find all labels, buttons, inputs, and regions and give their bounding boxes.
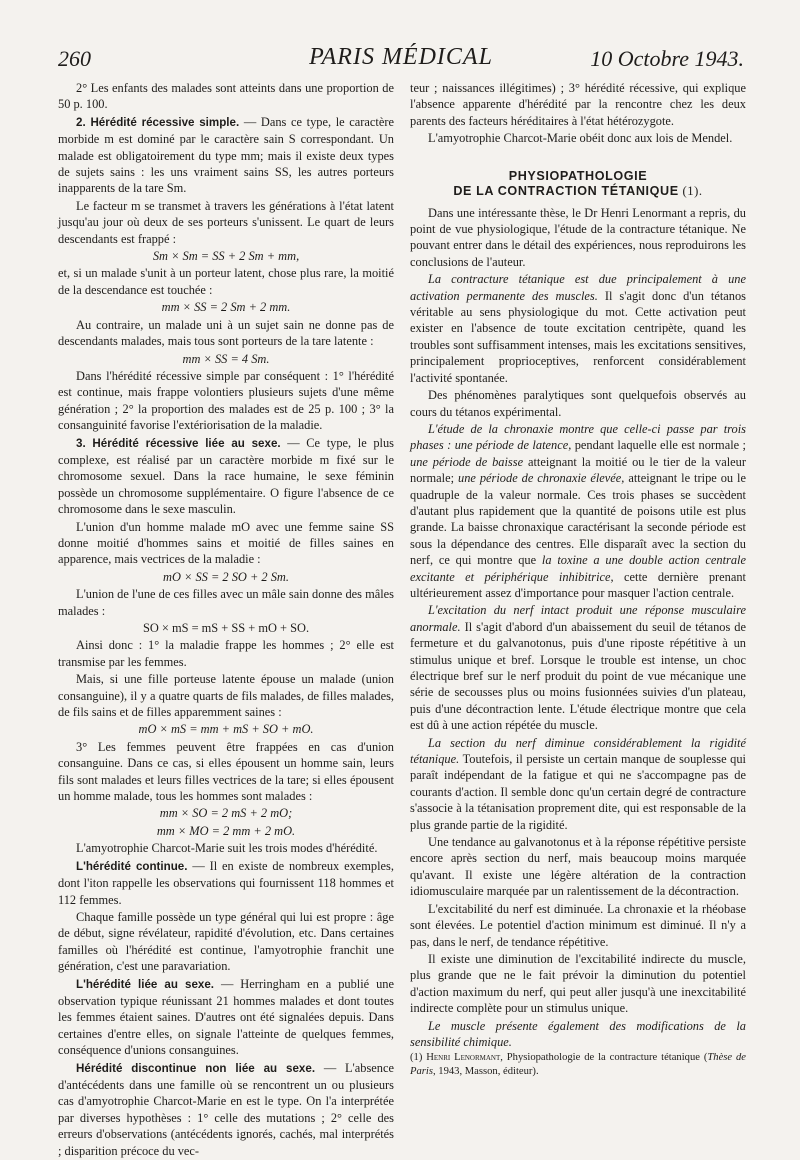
run-in-heading: L'hérédité liée au sexe. bbox=[76, 977, 215, 991]
paragraph: L'excitabilité du nerf est diminuée. La chronaxie et la rhéobase sont élevées. Le potentiel d'action minimum est diminué. Il n'y a pas, dans le nerf, de tendance répétitive. bbox=[410, 901, 746, 949]
paragraph bbox=[58, 114, 394, 197]
paragraph bbox=[410, 271, 746, 386]
paragraph: Le muscle présente également des modifications de la sensibilité chimique. bbox=[410, 1018, 746, 1049]
paragraph-text: atteignant le tripe ou le quadruple de la valeur normale. Ces trois phases se succèdent d'autant plus rapidement que la quantité de poisons utile est plus grande. La baisse chronaxique caractérisant la seconde période est sous la dépendance des centres. Elle disparaît avec la section du nerf, ce qui montre que bbox=[410, 471, 747, 568]
formula: SO × mS = mS + SS + mO + SO. bbox=[142, 621, 310, 635]
left-column bbox=[58, 80, 394, 1160]
paragraph: L'union d'un homme malade mO avec une femme saine SS donne moitié d'hommes sains et moitié de filles saines en apparence, mais vectrices de la maladie : bbox=[58, 519, 394, 567]
formula: mm × SS = 2 Sm + 2 mm. bbox=[161, 300, 291, 315]
paragraph bbox=[410, 735, 746, 833]
section-heading bbox=[410, 169, 746, 199]
run-in-heading: 3. Hérédité récessive liée au sexe. bbox=[76, 436, 281, 450]
paragraph: 2° Les enfants des malades sont atteints dans une proportion de 50 p. 100. bbox=[58, 81, 394, 112]
paragraph-text: — Dans ce type, le caractère morbide m est dominé par le caractère sain S correspondant. Un malade est obligatoirement du type mm; mais il existe deux types de sujets sains : les uns vraiment sains SS, les autres porteurs inapparents de la tare Sm. bbox=[58, 114, 395, 196]
paragraph: Dans l'hérédité récessive simple par conséquent : 1° l'hérédité est continue, mais frappe volontiers plusieurs sujets d'une même génération ; 2° la proportion des malades est de 25 p. 100 ; 3° la consanguinité favorise l'extériorisation de la maladie. bbox=[58, 368, 394, 433]
paragraph: Des phénomènes paralytiques sont quelquefois observés au cours du tétanos expérimental. bbox=[410, 388, 746, 419]
formula: mO × SS = 2 SO + 2 Sm. bbox=[163, 569, 289, 584]
formula: mm × SS = 4 Sm. bbox=[182, 351, 270, 366]
italic-text: L'excitation du nerf intact produit une réponse musculaire anormale. bbox=[410, 603, 746, 634]
page-number: 260 bbox=[58, 46, 91, 71]
paragraph-text: — L'absence d'antécédents dans une famille où se rencontrent un ou plusieurs cas d'amyotrophie Charcot-Marie en est le type. On l'a interprétée par diverses hypothèses : 1° celle des mutations ; 2° celle des erreurs d'observations (antécédents ignorés, cachés, mal interprétés ; disparition précoce du vec- bbox=[58, 1060, 394, 1158]
formula: Sm × Sm = SS + 2 Sm + mm, bbox=[152, 249, 300, 264]
paragraph: Au contraire, un malade uni à un sujet sain ne donne pas de descendants malades, mais tous sont porteurs de la tare latente : bbox=[58, 317, 394, 349]
paragraph-text: — Il en existe de nombreux exemples, dont l'iton rappelle les observations qui fournissent 118 hommes et 112 femmes. bbox=[58, 858, 394, 907]
paragraph: Ainsi donc : 1° la maladie frappe les hommes ; 2° elle est transmise par les femmes. bbox=[58, 638, 394, 669]
footnote-italic: Thèse de Paris bbox=[410, 1052, 746, 1078]
page-header bbox=[58, 38, 744, 78]
paragraph: et, si un malade s'unit à un porteur latent, chose plus rare, la moitié de la descendance est touchée : bbox=[58, 266, 394, 297]
footnote-ref: (1). bbox=[678, 183, 703, 198]
paragraph bbox=[410, 421, 746, 601]
italic-text: La contracture tétanique est due principalement à une activation permanente des muscles. bbox=[410, 272, 746, 303]
footnote-author: Henri Lenormant bbox=[426, 1052, 501, 1064]
paragraph-text: — Herringham en a publié une observation typique réunissant 21 hommes malades et dont toutes les femmes étaient saines. D'autres ont été signalées depuis. Dans certaines d'entre elles, on signale l'atteinte de quelques femmes, conséquence d'unions consanguines. bbox=[58, 976, 395, 1058]
italic-text: L'étude de la chronaxie montre que celle-ci passe par trois phases : une période de latence, bbox=[410, 421, 746, 453]
footnote-text: , Physiopathologie de la contracture tétanique ( bbox=[500, 1052, 708, 1064]
paragraph bbox=[58, 858, 394, 908]
run-in-heading: L'hérédité continue. bbox=[76, 859, 188, 873]
right-column bbox=[410, 80, 746, 1080]
paragraph-text: atteignant la moitié ou le tier de la valeur normale; bbox=[410, 454, 746, 486]
paragraph: Mais, si une fille porteuse latente épouse un malade (union consanguine), il y a quatre quarts de fils malades, de filles malades, de fils sains et de filles apparemment saines : bbox=[58, 672, 394, 720]
italic-text: La section du nerf diminue considérablement la rigidité tétanique. bbox=[410, 735, 746, 767]
paragraph: Une tendance au galvanotonus et à la réponse répétitive persiste encore après section du nerf, mais beaucoup moins marquée qu'avant. Il existe une légère altération de la contraction idiomusculaire marquée par un ralentissement de la décontraction. bbox=[410, 835, 746, 899]
italic-text: une période de baisse bbox=[410, 454, 524, 469]
paragraph-text: cette dernière prenant ultérieurement assez d'importance pour masquer l'action centrale. bbox=[410, 569, 746, 600]
journal-title: PARIS MÉDICAL bbox=[309, 44, 493, 70]
italic-text: la toxine a une double action centrale excitante et périphérique inhibitrice, bbox=[410, 553, 747, 584]
paragraph: L'amyotrophie Charcot-Marie obéit donc aux lois de Mendel. bbox=[428, 131, 733, 146]
paragraph-text: Il s'agit donc d'un tétanos véritable au sens physiologique du mot. Cette activation peut exister en l'absence de toute excitation centripète, quand les troubles sont suffisamment intenses, mais les excitations sensitives, principalement proprioceptives, renforcent considérablement l'activité spontanée. bbox=[410, 288, 746, 385]
run-in-heading: 2. Hérédité récessive simple. bbox=[76, 115, 240, 129]
paragraph: L'union de l'une de ces filles avec un mâle sain donne des mâles malades : bbox=[58, 587, 394, 618]
formula: mm × SO = 2 mS + 2 mO; bbox=[159, 806, 293, 821]
paragraph: 3° Les femmes peuvent être frappées en cas d'union consanguine. Dans ce cas, si elles épousent un homme sain, leurs fils sont malades et leurs filles vectrices de la tare; si elles épousent un homme malade, tous les hommes sont malades : bbox=[58, 739, 394, 804]
paragraph bbox=[58, 435, 394, 518]
footnote-number: (1) bbox=[410, 1052, 427, 1064]
paragraph: Le facteur m se transmet à travers les générations à l'état latent jusqu'au jour où deux de ses porteurs s'unissent. Le quart de leurs descendants est frappé : bbox=[58, 198, 394, 246]
paragraph-text: pendant laquelle elle est normale ; bbox=[571, 438, 747, 453]
paragraph: teur ; naissances illégitimes) ; 3° hérédité récessive, qui explique l'absence apparente d'hérédité par la rencontre chez les deux parents des facteurs héréditaires à l'état hétérozygote. bbox=[410, 81, 746, 128]
paragraph-text: Toutefois, il persiste un certain manque de souplesse qui paraît indépendant de la fatigue et qui ne s'accompagne pas de courants d'action. Il semble donc qu'un certain degré de contracture s'associe à la tétanisation proprement dite, qui est responsable de la plus grande partie de la rigidité. bbox=[410, 752, 746, 832]
footnote-text: , 1943, Masson, éditeur). bbox=[432, 1066, 539, 1078]
formula: mO × mS = mm + mS + SO + mO. bbox=[138, 722, 314, 737]
paragraph bbox=[58, 1060, 394, 1159]
formula: mm × MO = 2 mm + 2 mO. bbox=[156, 823, 296, 838]
paragraph-text: Il s'agit d'abord d'un abaissement du seuil de tétanos de fermeture et du galvanotonus, puis d'une riposte répétitive à un stimulus unique et bref. Lorsque le trouble est intense, un choc électrique bref sur le nerf produit du point de vue mécanique une série de secousses plus ou moins fusionnées suivies d'un plateau, puis d'une décontraction lente. L'étude électrique montre que cela est dû à une action répétée du muscle. bbox=[410, 619, 746, 733]
paragraph: Chaque famille possède un type général qui lui est propre : âge de début, signe révélateur, rapidité d'évolution, etc. Dans certaines familles où l'hérédité est continue, l'amyotrophie franchit une génération, c'est une paravariation. bbox=[58, 909, 394, 974]
issue-date: 10 Octobre 1943. bbox=[590, 46, 744, 71]
paragraph bbox=[410, 602, 746, 733]
footnote bbox=[410, 1051, 746, 1079]
heading-line: DE LA CONTRACTION TÉTANIQUE bbox=[453, 183, 679, 198]
paragraph-text: — Ce type, le plus complexe, est réalisé par un caractère morbide m fixé sur le chromosome sexuel. Dans la race humaine, le sexe féminin possède un chromosome supplémentaire. O figure l'absence de ce chromosome dans le sexe masculin. bbox=[58, 435, 394, 517]
run-in-heading: Hérédité discontinue non liée au sexe. bbox=[76, 1061, 316, 1075]
paragraph bbox=[58, 976, 394, 1059]
paragraph: L'amyotrophie Charcot-Marie suit les trois modes d'hérédité. bbox=[76, 841, 378, 856]
italic-text: une période de chronaxie élevée, bbox=[458, 471, 625, 486]
paragraph: Dans une intéressante thèse, le Dr Henri Lenormant a repris, du point de vue physiologique, l'étude de la contracture tétanique. Ne pouvant entrer dans le détail des expériences, nous reproduirons les conclusions de l'auteur. bbox=[410, 205, 746, 269]
paragraph: Il existe une diminution de l'excitabilité indirecte du muscle, plus grande que ne le fait prévoir la diminution du potentiel d'action maximum du nerf, qui peut aller jusqu'à une inexcitabilité indirecte complète pour un stimulus unique. bbox=[410, 951, 746, 1016]
heading-line: PHYSIOPATHOLOGIE bbox=[508, 168, 648, 183]
